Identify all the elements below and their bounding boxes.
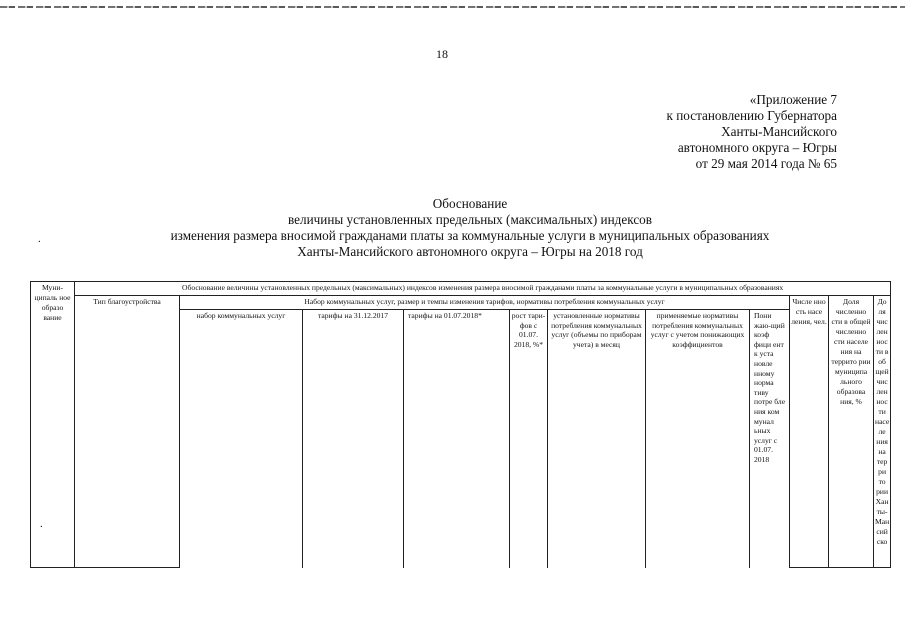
scan-speck: . — [40, 518, 43, 530]
norms-column-header: установленные нормативы потребления коммунальных услуг (объемы по приборам учета) в месяц — [548, 310, 646, 568]
tariffs-2017-column-header: тарифы на 31.12.2017 — [303, 310, 404, 568]
appendix-line: «Приложение 7 — [749, 92, 837, 107]
municipality-header: Муни-ципаль ное образо вание — [31, 282, 75, 568]
service-set-header: Набор коммунальных услуг, размер и темпы изменения тарифов, нормативы потребления коммунальных услуг — [180, 296, 790, 310]
document-title — [40, 196, 900, 260]
services-column-header: набор коммунальных услуг — [180, 310, 303, 568]
title-line: изменения размера вносимой гражданами платы за коммунальные услуги в муниципальных образованиях — [170, 228, 770, 243]
title-line: Ханты-Мансийского автономного округа – Югры на 2018 год — [297, 244, 643, 259]
scan-speck: . — [38, 233, 41, 245]
appendix-line: от 29 мая 2014 года № 65 — [695, 156, 837, 171]
justification-table — [30, 281, 891, 568]
page-number: 18 — [436, 47, 448, 61]
type-header: Тип благоустройства — [75, 296, 180, 568]
appendix-line: Ханты-Мансийского — [721, 124, 837, 139]
applied-norms-column-header: применяемые нормативы потребления коммунальных услуг с учетом понижающих коэффициентов — [646, 310, 750, 568]
share-header: Доля численно сти в общей численно сти населе ния на террито рии муниципа льного образова ния, % — [829, 296, 874, 568]
appendix-line: к постановлению Губернатора — [666, 108, 837, 123]
tariffs-2018-column-header: тарифы на 01.07.2018* — [404, 310, 510, 568]
population-header: Числе нно сть насе ления, чел. — [790, 296, 829, 568]
growth-column-header: рост тари-фов с 01.07. 2018, %* — [510, 310, 548, 568]
share-total-header: До ля чис лен нос ти в об щей чис лен нос ти насе ле ния на тер ри то рии Хан ты-Ман сий ско — [874, 296, 891, 568]
appendix-reference — [667, 92, 837, 172]
reducing-coefficient-column-header: Пони жаю-щий коэф фици ент к уста новле нному норма тиву потре бле ния ком мунал ьных услуг с 01.07. 2018 — [750, 310, 790, 568]
scan-edge-artifact — [0, 6, 905, 8]
appendix-line: автономного округа – Югры — [677, 140, 837, 155]
main-header: Обоснование величины установленных предельных (максимальных) индексов изменения размера вносимой гражданами платы за коммунальные услуги в муниципальных образованиях — [75, 282, 891, 296]
title-line: величины установленных предельных (максимальных) индексов — [287, 212, 652, 227]
title-line: Обоснование — [432, 196, 508, 211]
